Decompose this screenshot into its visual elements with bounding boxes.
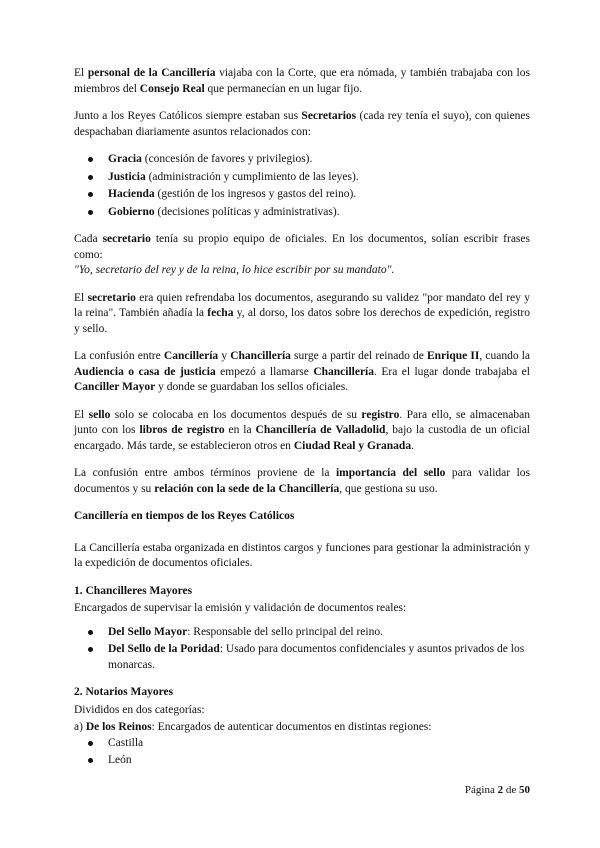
paragraph-notarios: Divididos en dos categorías: bbox=[74, 703, 205, 716]
paragraph-personal: El personal de la Cancillería viajaba con la Corte, que era nómada, y también trabajaba con los miembros del Consejo Real que permanecían en un lugar fijo. bbox=[74, 67, 530, 95]
section-title: Cancillería en tiempos de los Reyes Católicos bbox=[74, 510, 295, 522]
paragraph-reinos: a) De los Reinos: Encargados de autenticar documentos en distintas regiones: bbox=[74, 721, 432, 733]
bullet-icon bbox=[88, 210, 93, 215]
paragraph-chancilleres: Encargados de supervisar la emisión y validación de documentos reales: bbox=[74, 602, 407, 614]
paragraph-secretario-equipo: Cada secretario tenía su propio equipo de oficiales. En los documentos, solían escribir frases como: "Yo, secretario del rey y de la reina, lo hice escribir por su mandato". bbox=[74, 233, 530, 276]
bullet-icon bbox=[88, 758, 93, 763]
paragraph-refrendo: El secretario era quien refrendaba los documentos, asegurando su validez "por mandato del rey y la reina". También añadía la fecha y, al dorso, los datos sobre los derechos de expedición, registro y sello. bbox=[74, 291, 530, 335]
document-page bbox=[74, 66, 530, 781]
bullet-icon bbox=[88, 741, 93, 746]
bullet-icon bbox=[88, 175, 93, 180]
quote-text: "Yo, secretario del rey y de la reina, lo hice escribir por su mandato". bbox=[74, 264, 395, 276]
paragraph-terminos: La confusión entre ambos términos proviene de la importancia del sello para validar los documentos y su relación con la sede de la Chancillería, que gestiona su uso. bbox=[74, 467, 531, 495]
paragraph-sello: El sello solo se colocaba en los documentos después de su registro. Para ello, se almacenaban junto con los libros de registro en la Chancillería de Valladolid, bajo la custodia de un oficial encargado. Más tarde, se establecieron otros en Ciudad Real y Granada. bbox=[74, 408, 530, 452]
list-item: Hacienda (gestión de los ingresos y gastos del reino). bbox=[74, 187, 530, 203]
bullet-icon bbox=[88, 630, 93, 635]
heading-notarios: 2. Notarios Mayores bbox=[74, 686, 174, 698]
reinos-list bbox=[74, 736, 530, 769]
bullet-icon bbox=[88, 192, 93, 197]
bullet-icon bbox=[88, 647, 93, 652]
page-number: Página 2 de 50 bbox=[464, 784, 530, 796]
list-item: Del Sello Mayor: Responsable del sello principal del reino. bbox=[74, 625, 530, 641]
paragraph-secretarios: Junto a los Reyes Católicos siempre estaban sus Secretarios (cada rey tenía el suyo), con quienes despachaban diariamente asuntos relacionados con: bbox=[74, 110, 531, 138]
list-item: Castilla bbox=[74, 736, 530, 752]
paragraph-organizacion: La Cancillería estaba organizada en distintos cargos y funciones para gestionar la administración y la expedición de documentos oficiales. bbox=[74, 541, 530, 569]
paragraph-confusion: La confusión entre Cancillería y Chancillería surge a partir del reinado de Enrique II, cuando la Audiencia o casa de justicia empezó a llamarse Chancillería. Era el lugar donde trabajaba el Canciller Mayor y donde se guardaban los sellos oficiales. bbox=[74, 350, 531, 393]
heading-chancilleres: 1. Chancilleres Mayores bbox=[74, 584, 193, 597]
list-item: Justicia (administración y cumplimiento de las leyes). bbox=[74, 170, 530, 186]
list-item: León bbox=[74, 753, 530, 769]
bullet-icon bbox=[88, 157, 93, 162]
list-item: Gracia (concesión de favores y privilegios). bbox=[74, 152, 530, 168]
list-item: Del Sello de la Poridad: Usado para documentos confidenciales y asuntos privados de los monarcas. bbox=[74, 642, 530, 673]
list-item: Gobierno (decisiones políticas y administrativas). bbox=[74, 205, 530, 221]
chancilleres-list bbox=[74, 625, 530, 674]
secretarios-list bbox=[74, 152, 530, 220]
